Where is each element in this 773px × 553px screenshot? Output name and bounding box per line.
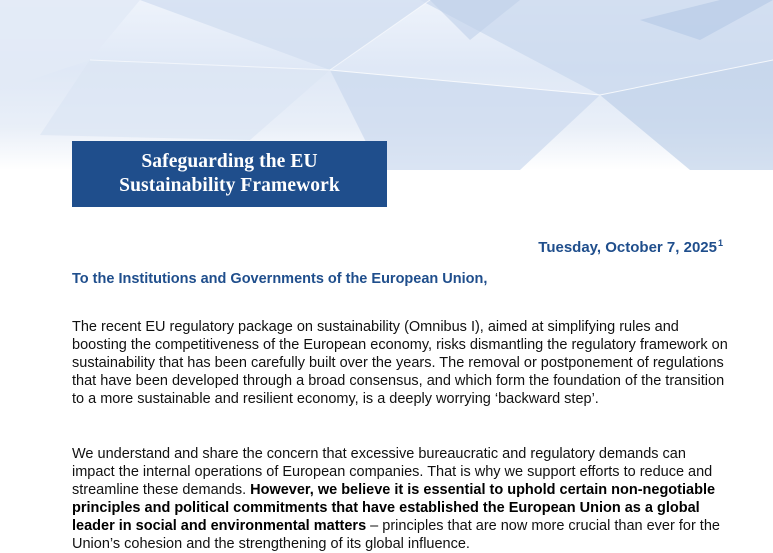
letter-date-text: Tuesday, October 7, 2025 — [538, 239, 717, 256]
date-footnote-marker: 1 — [717, 238, 723, 248]
document-title-line1: Safeguarding the EU — [141, 151, 318, 172]
letter-date — [538, 239, 723, 256]
paragraph-2-bold-statement: However, we believe it is essential to uphold certain non-negotiable principles and political commitments that have established the European Union as a global leader in social and environmental matters — [72, 481, 716, 534]
letter-salutation: To the Institutions and Governments of the European Union, — [72, 271, 488, 287]
paragraph-2-end: – principles that are now more crucial than ever for the Union’s cohesion and the strengthening of its global influence. — [72, 517, 720, 552]
paragraph-1: The recent EU regulatory package on sustainability (Omnibus I), aimed at simplifying rules and boosting the competitiveness of the European economy, risks dismantling the regulatory framework on sustainability that has been carefully built over the years. The removal or postponement of regulations that have been developed through a broad consensus, and which form the foundation of the transition to a more sustainable and resilient economy, is a deeply worrying ‘backward step’. — [72, 318, 728, 407]
document-title-box — [72, 141, 387, 207]
paragraph-2-intro: We understand and share the concern that excessive bureaucratic and regulatory demands can impact the internal operations of European companies. That is why we support efforts to reduce and streamline these demands. — [72, 445, 713, 498]
document-title-line2: Sustainability Framework — [119, 175, 340, 196]
paragraph-2 — [72, 445, 732, 553]
